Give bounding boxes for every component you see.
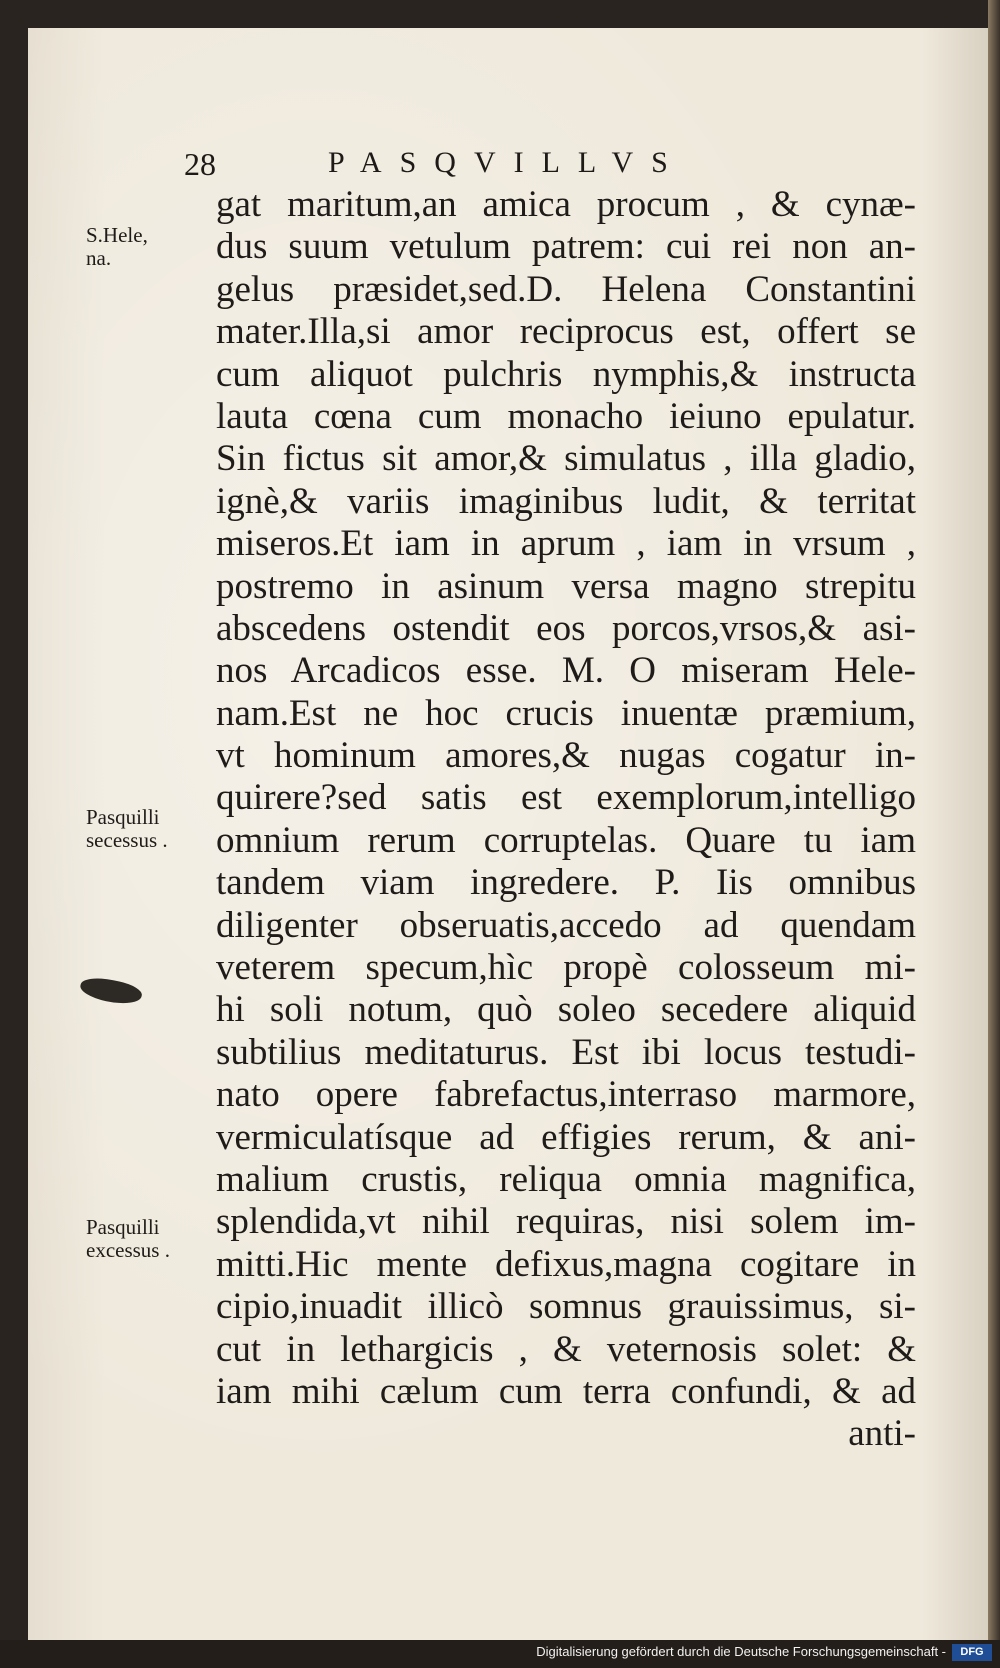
text-line: Sin fictus sit amor,& simulatus , illa gladio, xyxy=(216,438,916,480)
dfg-logo: DFG xyxy=(952,1644,992,1661)
text-line: gat maritum,an amica procum , & cynæ- xyxy=(216,184,916,225)
folio-number: 28 xyxy=(184,146,216,182)
text-line: malium crustis, reliqua omnia magnifica, xyxy=(216,1158,916,1200)
running-title: PASQVILLVS xyxy=(328,146,686,179)
marginal-note-line: Pasquilli xyxy=(86,805,160,829)
marginal-note-line: Pasquilli xyxy=(86,1215,160,1239)
page-header xyxy=(28,146,1000,186)
text-line: veterem specum,hìc propè colosseum mi- xyxy=(216,947,916,989)
text-line: gelus præsidet,sed.D. Helena Constantini xyxy=(216,268,916,310)
body-text xyxy=(216,184,916,1456)
footer-strip xyxy=(0,1640,1000,1668)
text-line: vermiculatísque ad effigies rerum, & ani- xyxy=(216,1116,916,1158)
text-line: vt hominum amores,& nugas cogatur in- xyxy=(216,735,916,777)
marginal-note-line: secessus . xyxy=(86,828,168,852)
text-line: subtilius meditaturus. Est ibi locus testudi- xyxy=(216,1031,916,1073)
text-line: cum aliquot pulchris nymphis,& instructa xyxy=(216,353,916,395)
text-line: tandem viam ingredere. P. Iis omnibus xyxy=(216,862,916,904)
text-line: mater.Illa,si amor reciprocus est, offert se xyxy=(216,311,916,353)
text-line: nato opere fabrefactus,interraso marmore, xyxy=(216,1074,916,1116)
marginal-note-line: excessus . xyxy=(86,1238,170,1262)
text-line: quirere?sed satis est exemplorum,intelligo xyxy=(216,777,916,819)
marginal-note-line: S.Hele, xyxy=(86,223,148,247)
text-line: cut in lethargicis , & veternosis solet: & xyxy=(216,1328,916,1370)
catchword: anti- xyxy=(848,1413,916,1455)
text-line: hi soli notum, quò soleo secedere aliquid xyxy=(216,989,916,1031)
text-line: miseros.Et iam in aprum , iam in vrsum , xyxy=(216,523,916,565)
text-line: diligenter obseruatis,accedo ad quendam xyxy=(216,904,916,946)
funding-credit: Digitalisierung gefördert durch die Deutsche Forschungsgemeinschaft - xyxy=(536,1644,946,1659)
marginal-note-secessus xyxy=(86,806,168,852)
text-line: nos Arcadicos esse. M. O miseram Hele- xyxy=(216,650,916,692)
marginal-note-line: na. xyxy=(86,246,112,270)
text-line: postremo in asinum versa magno strepitu xyxy=(216,565,916,607)
text-line: cipio,inuadit illicò somnus grauissimus, si- xyxy=(216,1286,916,1328)
ink-smudge xyxy=(78,974,143,1008)
page-edge xyxy=(988,0,1000,1640)
text-line: splendida,vt nihil requiras, nisi solem im- xyxy=(216,1201,916,1243)
text-line: lauta cœna cum monacho ieiuno epulatur. xyxy=(216,395,916,437)
marginal-note-excessus xyxy=(86,1216,170,1262)
text-line: iam mihi cælum cum terra confundi, & ad xyxy=(216,1370,916,1412)
book-page xyxy=(28,28,1000,1640)
text-line: mitti.Hic mente defixus,magna cogitare in xyxy=(216,1243,916,1285)
text-line: omnium rerum corruptelas. Quare tu iam xyxy=(216,819,916,861)
marginal-note-helena xyxy=(86,224,148,270)
text-line: ignè,& variis imaginibus ludit, & territat xyxy=(216,480,916,522)
text-line: nam.Est ne hoc crucis inuentæ præmium, xyxy=(216,692,916,734)
text-line: abscedens ostendit eos porcos,vrsos,& asi- xyxy=(216,607,916,649)
text-line: dus suum vetulum patrem: cui rei non an- xyxy=(216,226,916,268)
